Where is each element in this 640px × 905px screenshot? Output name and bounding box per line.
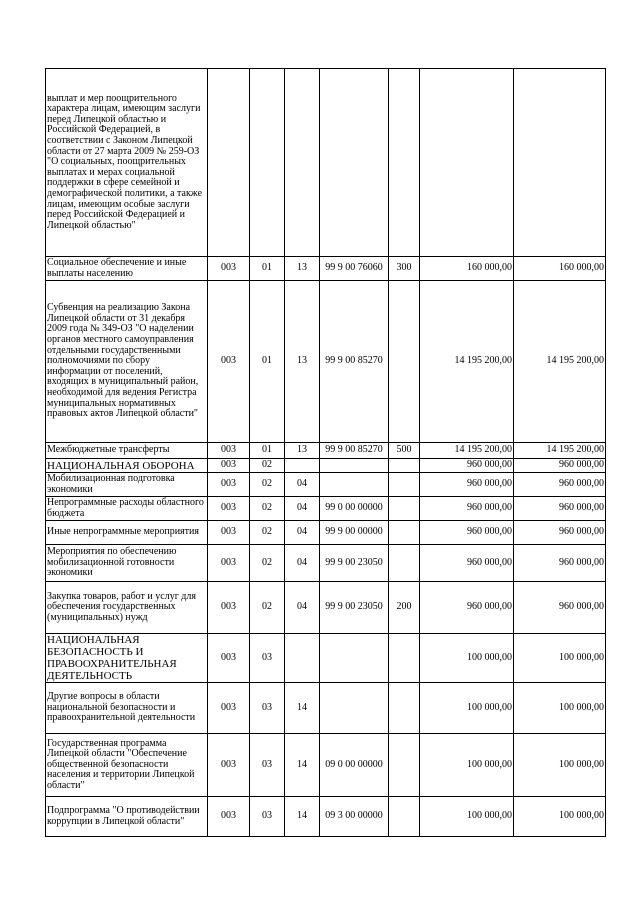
sum1-cell: 960 000,00: [420, 473, 514, 497]
csr-cell: [320, 459, 389, 473]
sum1-cell: 160 000,00: [420, 257, 514, 281]
rz-cell: [250, 69, 285, 257]
csr-cell: 99 9 00 85270: [320, 281, 389, 443]
sum2-cell: 160 000,00: [514, 257, 606, 281]
csr-cell: 99 9 00 23050: [320, 582, 389, 634]
grbs-cell: 003: [208, 443, 250, 459]
sum2-cell: 100 000,00: [514, 734, 606, 797]
rz-cell: 01: [250, 281, 285, 443]
sum1-cell: 960 000,00: [420, 582, 514, 634]
row-name: Субвенция на реализацию Закона Липецкой области от 31 декабря 2009 года № 349-ОЗ "О наделении органов местного самоуправления отдельными государственными полномочиями по сбору информации от поселений, входящих в муниципальный район, необходимой для ведения Регистра муниципальных нормативных правовых актов Липецкой области": [46, 281, 208, 443]
vr-cell: [389, 459, 420, 473]
csr-cell: [320, 69, 389, 257]
row-name: Мобилизационная подготовка экономики: [46, 473, 208, 497]
sum1-cell: 100 000,00: [420, 734, 514, 797]
rz-cell: 02: [250, 545, 285, 582]
pr-cell: 04: [285, 582, 320, 634]
csr-cell: 09 3 00 00000: [320, 797, 389, 837]
row-name: Мероприятия по обеспечению мобилизационной готовности экономики: [46, 545, 208, 582]
rz-cell: 02: [250, 459, 285, 473]
table-row: [46, 545, 606, 582]
rz-cell: 03: [250, 797, 285, 837]
table-row: [46, 459, 606, 473]
row-name: выплат и мер поощрительного характера лицам, имеющим заслуги перед Липецкой областью и Российской Федерацией, в соответствии с Законом Липецкой области от 27 марта 2009 № 259-ОЗ "О социальных, поощрительных выплатах и мерах социальной поддержки в сфере семейной и демографической политики, а также лицам, имеющим особые заслуги перед Российской Федерацией и Липецкой областью": [46, 69, 208, 257]
rz-cell: 02: [250, 521, 285, 545]
table-row: [46, 797, 606, 837]
pr-cell: [285, 634, 320, 683]
sum1-cell: 14 195 200,00: [420, 443, 514, 459]
vr-cell: [389, 797, 420, 837]
sum1-cell: 100 000,00: [420, 797, 514, 837]
csr-cell: 09 0 00 00000: [320, 734, 389, 797]
row-name: Другие вопросы в области национальной безопасности и правоохранительной деятельности: [46, 683, 208, 734]
row-name: Непрограммные расходы областного бюджета: [46, 497, 208, 521]
csr-cell: 99 9 00 85270: [320, 443, 389, 459]
sum2-cell: 960 000,00: [514, 497, 606, 521]
rz-cell: 03: [250, 734, 285, 797]
csr-cell: 99 9 00 76060: [320, 257, 389, 281]
table-row: [46, 69, 606, 257]
row-name: Межбюджетные трансферты: [46, 443, 208, 459]
pr-cell: 14: [285, 797, 320, 837]
vr-cell: [389, 521, 420, 545]
pr-cell: 13: [285, 257, 320, 281]
sum1-cell: 960 000,00: [420, 497, 514, 521]
grbs-cell: 003: [208, 683, 250, 734]
pr-cell: 04: [285, 521, 320, 545]
table-row: [46, 443, 606, 459]
pr-cell: 14: [285, 683, 320, 734]
vr-cell: [389, 634, 420, 683]
rz-cell: 02: [250, 473, 285, 497]
sum1-cell: 960 000,00: [420, 545, 514, 582]
rz-cell: 03: [250, 634, 285, 683]
grbs-cell: 003: [208, 797, 250, 837]
rz-cell: 01: [250, 257, 285, 281]
csr-cell: [320, 473, 389, 497]
row-name: Закупка товаров, работ и услуг для обеспечения государственных (муниципальных) нужд: [46, 582, 208, 634]
pr-cell: 04: [285, 473, 320, 497]
sum1-cell: 14 195 200,00: [420, 281, 514, 443]
grbs-cell: [208, 69, 250, 257]
sum2-cell: 960 000,00: [514, 521, 606, 545]
grbs-cell: 003: [208, 734, 250, 797]
row-name: НАЦИОНАЛЬНАЯ ОБОРОНА: [46, 459, 208, 473]
table-row: [46, 497, 606, 521]
grbs-cell: 003: [208, 521, 250, 545]
pr-cell: [285, 69, 320, 257]
sum2-cell: 100 000,00: [514, 683, 606, 734]
sum2-cell: 960 000,00: [514, 473, 606, 497]
vr-cell: [389, 497, 420, 521]
table-row: [46, 582, 606, 634]
vr-cell: 500: [389, 443, 420, 459]
sum1-cell: 100 000,00: [420, 634, 514, 683]
rz-cell: 01: [250, 443, 285, 459]
sum1-cell: 960 000,00: [420, 459, 514, 473]
grbs-cell: 003: [208, 257, 250, 281]
grbs-cell: 003: [208, 545, 250, 582]
sum2-cell: 960 000,00: [514, 545, 606, 582]
rz-cell: 02: [250, 497, 285, 521]
grbs-cell: 003: [208, 634, 250, 683]
sum2-cell: 100 000,00: [514, 797, 606, 837]
grbs-cell: 003: [208, 281, 250, 443]
table-row: [46, 734, 606, 797]
sum2-cell: 960 000,00: [514, 582, 606, 634]
vr-cell: [389, 473, 420, 497]
vr-cell: [389, 734, 420, 797]
vr-cell: [389, 69, 420, 257]
vr-cell: [389, 545, 420, 582]
vr-cell: 200: [389, 582, 420, 634]
vr-cell: [389, 281, 420, 443]
sum2-cell: [514, 69, 606, 257]
sum2-cell: 100 000,00: [514, 634, 606, 683]
sum1-cell: [420, 69, 514, 257]
row-name: Подпрограмма "О противодействии коррупции в Липецкой области": [46, 797, 208, 837]
grbs-cell: 003: [208, 473, 250, 497]
row-name: Государственная программа Липецкой области "Обеспечение общественной безопасности населения и территории Липецкой области": [46, 734, 208, 797]
table-row: [46, 683, 606, 734]
table-row: [46, 521, 606, 545]
vr-cell: 300: [389, 257, 420, 281]
csr-cell: [320, 683, 389, 734]
pr-cell: 13: [285, 443, 320, 459]
pr-cell: 14: [285, 734, 320, 797]
budget-table: [45, 68, 606, 837]
csr-cell: 99 9 00 00000: [320, 521, 389, 545]
pr-cell: 13: [285, 281, 320, 443]
csr-cell: 99 9 00 23050: [320, 545, 389, 582]
sum2-cell: 14 195 200,00: [514, 443, 606, 459]
rz-cell: 03: [250, 683, 285, 734]
vr-cell: [389, 683, 420, 734]
pr-cell: [285, 459, 320, 473]
table-row: [46, 281, 606, 443]
sum1-cell: 100 000,00: [420, 683, 514, 734]
pr-cell: 04: [285, 497, 320, 521]
table-row: [46, 257, 606, 281]
grbs-cell: 003: [208, 497, 250, 521]
pr-cell: 04: [285, 545, 320, 582]
grbs-cell: 003: [208, 459, 250, 473]
rz-cell: 02: [250, 582, 285, 634]
csr-cell: [320, 634, 389, 683]
sum2-cell: 960 000,00: [514, 459, 606, 473]
row-name: НАЦИОНАЛЬНАЯ БЕЗОПАСНОСТЬ И ПРАВООХРАНИТЕЛЬНАЯ ДЕЯТЕЛЬНОСТЬ: [46, 634, 208, 683]
table-row: [46, 634, 606, 683]
row-name: Социальное обеспечение и иные выплаты населению: [46, 257, 208, 281]
sum1-cell: 960 000,00: [420, 521, 514, 545]
csr-cell: 99 0 00 00000: [320, 497, 389, 521]
row-name: Иные непрограммные мероприятия: [46, 521, 208, 545]
table-row: [46, 473, 606, 497]
grbs-cell: 003: [208, 582, 250, 634]
sum2-cell: 14 195 200,00: [514, 281, 606, 443]
